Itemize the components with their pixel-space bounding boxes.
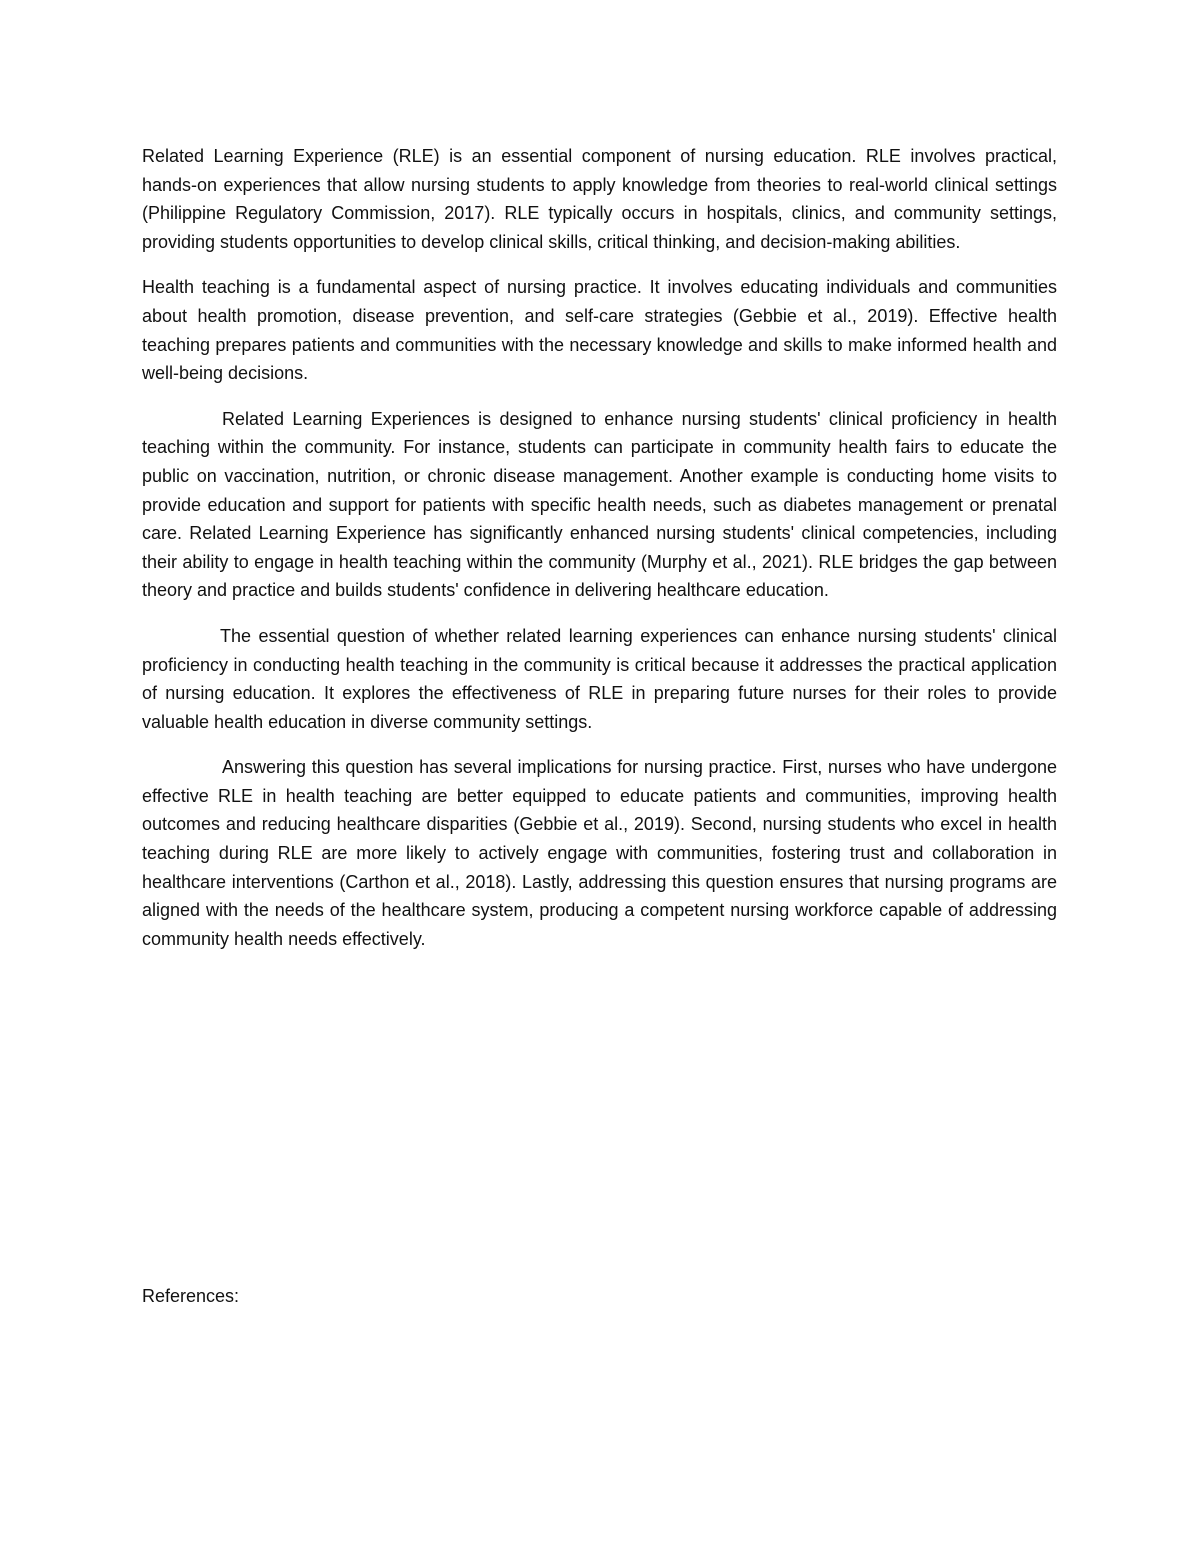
paragraph-implications: Answering this question has several implications for nursing practice. First, nurses who have undergone effective RLE in health teaching are better equipped to educate patients and communities, improving health outcomes and reducing healthcare disparities (Gebbie et al., 2019). Second, nursing students who excel in health teaching during RLE are more likely to actively engage with communities, fostering trust and collaboration in healthcare interventions (Carthon et al., 2018). Lastly, addressing this question ensures that nursing programs are aligned with the needs of the healthcare system, producing a competent nursing workforce capable of addressing community health needs effectively. [142,757,1057,949]
paragraph-rle-definition: Related Learning Experience (RLE) is an essential component of nursing education. RLE involves practical, hands-on experiences that allow nursing students to apply knowledge from theories to real-world clinical settings (Philippine Regulatory Commission, 2017). RLE typically occurs in hospitals, clinics, and community settings, providing students opportunities to develop clinical skills, critical thinking, and decision-making abilities. [142,146,1057,252]
document-body [142,142,1057,953]
references-heading: References: [142,1286,240,1306]
paragraph-health-teaching: Health teaching is a fundamental aspect of nursing practice. It involves educating individuals and communities about health promotion, disease prevention, and self-care strategies (Gebbie et al., 2019). Effective health teaching prepares patients and communities with the necessary knowledge and skills to make informed health and well-being decisions. [142,277,1057,384]
paragraph-essential-question: The essential question of whether related learning experiences can enhance nursing students' clinical proficiency in conducting health teaching in the community is critical because it addresses the practical application of nursing education. It explores the effectiveness of RLE in preparing future nurses for their roles to provide valuable health education in diverse community settings. [142,625,1057,732]
paragraph-rle-community: Related Learning Experiences is designed to enhance nursing students' clinical proficiency in health teaching within the community. For instance, students can participate in community health fairs to educate the public on vaccination, nutrition, or chronic disease management. Another example is conducting home visits to provide education and support for patients with specific health needs, such as diabetes management or prenatal care. Related Learning Experience has significantly enhanced nursing students' clinical competencies, including their ability to engage in health teaching within the community (Murphy et al., 2021). RLE bridges the gap between theory and practice and builds students' confidence in delivering healthcare education. [142,408,1057,601]
